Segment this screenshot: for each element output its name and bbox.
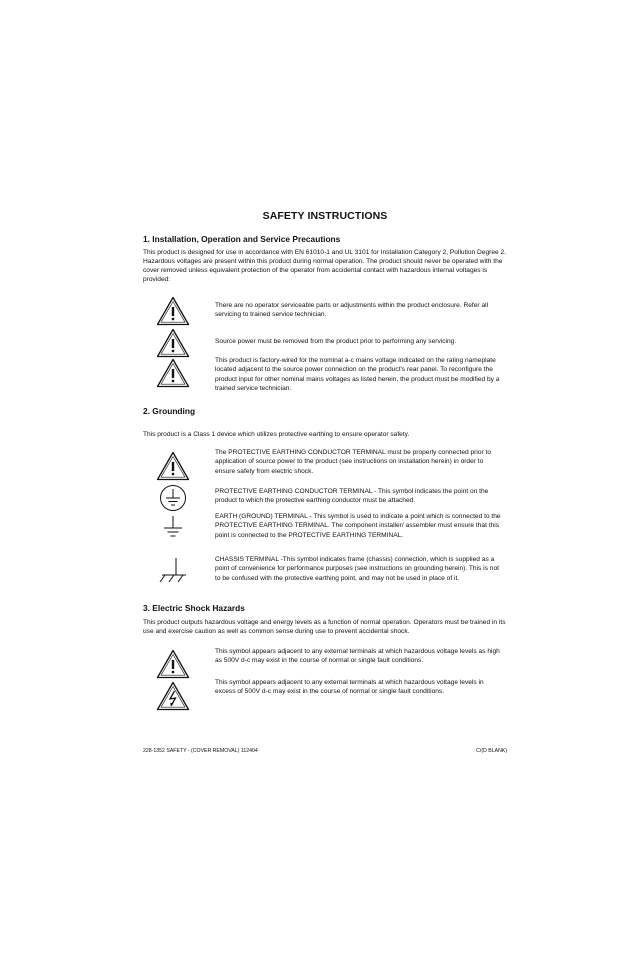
chassis-terminal-icon bbox=[151, 557, 195, 585]
safety-instructions-page bbox=[143, 0, 507, 954]
safety-item-text: This product is factory-wired for the nominal a-c mains voltage indicated on the rating nameplate located adjacent to the source power connection on the product's rear panel. To reconfigure the product input for other nominal mains voltages as listed herein, the product must be modified by a trained service technician. bbox=[215, 357, 500, 392]
high-voltage-icon bbox=[151, 681, 195, 711]
safety-item-text: There are no operator serviceable parts or adjustments within the product enclosure. Refer all servicing to trained service technician. bbox=[215, 302, 489, 319]
section-heading-grounding: 2. Grounding bbox=[143, 406, 196, 416]
earth-ground-icon bbox=[151, 515, 195, 541]
warning-triangle-icon bbox=[151, 328, 195, 358]
warning-triangle-icon bbox=[151, 649, 195, 679]
protective-earth-icon bbox=[151, 483, 195, 513]
warning-triangle-icon bbox=[151, 296, 195, 326]
section-heading-installation: 1. Installation, Operation and Service Precautions bbox=[143, 234, 341, 244]
footer-page-label: C/(D BLANK) bbox=[476, 748, 507, 754]
warning-triangle-icon bbox=[151, 358, 195, 388]
section-intro-electric-shock: This product outputs hazardous voltage and energy levels as a function of normal operation. Operators must be trained in its use and exercise caution as well as common sense during use to prevent accidental shock. bbox=[143, 619, 506, 635]
safety-item-text: Source power must be removed from the product prior to performing any servicing. bbox=[215, 338, 457, 345]
safety-item-text: PROTECTIVE EARTHING CONDUCTOR TERMINAL - This symbol indicates the point on the product to which the protective earthing conductor must be attached. bbox=[215, 488, 489, 505]
page-title: SAFETY INSTRUCTIONS bbox=[262, 210, 388, 222]
section-intro-grounding: This product is a Class 1 device which utilizes protective earthing to ensure operator safety. bbox=[143, 431, 410, 438]
section-heading-electric-shock: 3. Electric Shock Hazards bbox=[143, 603, 245, 613]
safety-item-text: CHASSIS TERMINAL -This symbol indicates frame (chassis) connection, which is supplied as a point of convenience for performance purposes (see instructions on grounding herein). This is not to be confused with the protective earthing point, and may not be used in place of it. bbox=[215, 556, 499, 582]
safety-item-text: This symbol appears adjacent to any external terminals at which hazardous voltage levels in excess of 500V d-c may exist in the course of normal or single fault conditions. bbox=[215, 679, 484, 696]
section-intro-installation: This product is designed for use in accordance with EN 61010-1 and UL 3101 for Installation Category 2, Pollution Degree 2. Hazardous voltages are present within this product during normal operation. The product should never be operated with the cover removed unless equivalent protection of the operator from accidental contact with hazardous internal voltages is provided: bbox=[143, 249, 506, 283]
safety-item-text: This symbol appears adjacent to any external terminals at which hazardous voltage levels as high as 500V d-c may exist in the course of normal or single fault conditions. bbox=[215, 648, 500, 665]
safety-item-text: EARTH (GROUND) TERMINAL - This symbol is used to indicate a point which is connected to the PROTECTIVE EARTHING TERMINAL. The component installer/ assembler must ensure that this point is connected to the PROTECTIVE EARTHING TERMINAL. bbox=[215, 513, 501, 539]
warning-triangle-icon bbox=[151, 451, 195, 481]
footer-document-id: 228-1352 SAFETY - (COVER REMOVAL) 112404 bbox=[143, 748, 258, 754]
safety-item-text: The PROTECTIVE EARTHING CONDUCTOR TERMINAL must be properly connected prior to application of source power to the product (see instructions on installation herein) in order to ensure safety from electric shock. bbox=[215, 449, 492, 475]
